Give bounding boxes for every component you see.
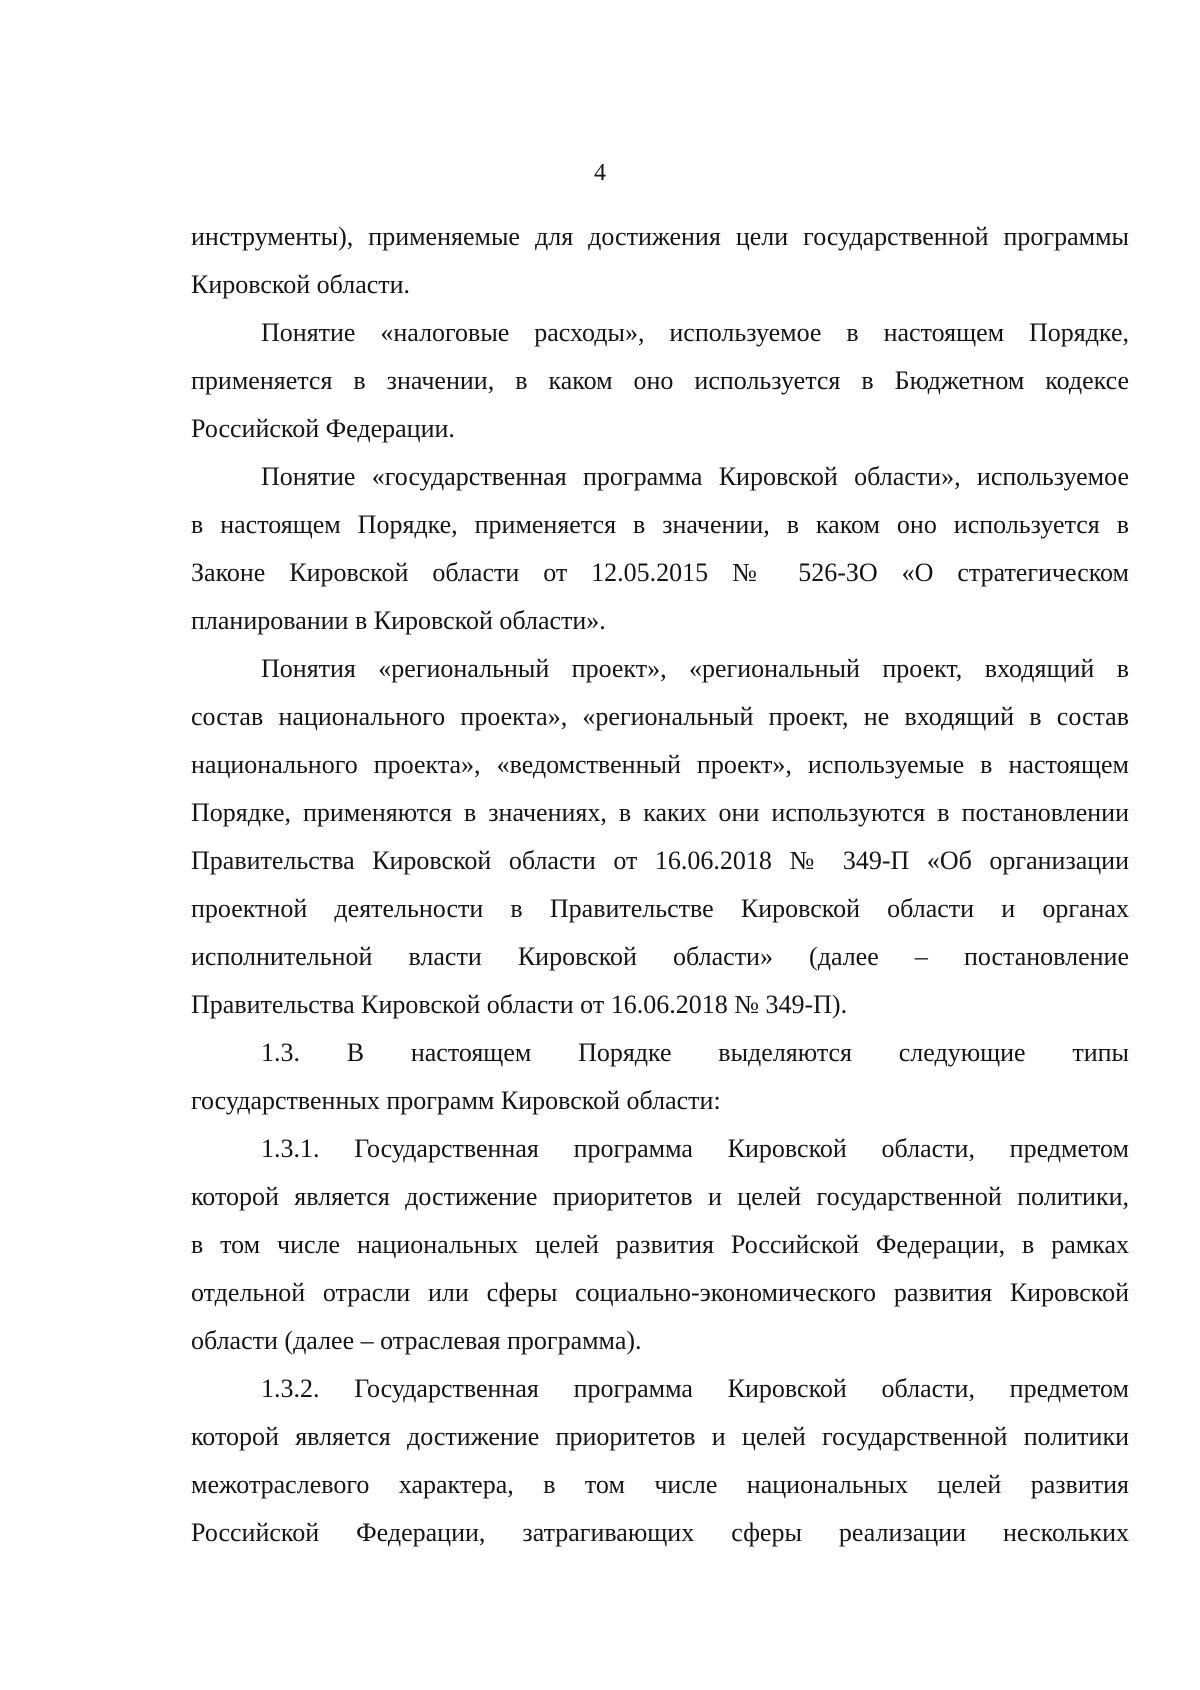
text-line: Понятия «региональный проект», «региональный проект, входящий в: [261, 654, 1129, 683]
text-line: 1.3. В настоящем Порядке выделяются следующие типы: [261, 1038, 1129, 1067]
text-line: Правительства Кировской области от 16.06.2018 № 349-П).: [191, 990, 848, 1019]
text-line: исполнительной власти Кировской области» (далее – постановление: [191, 942, 1129, 971]
text-line: государственных программ Кировской области:: [191, 1086, 721, 1115]
text-line: которой является достижение приоритетов и целей государственной политики: [191, 1422, 1129, 1451]
text-line: 1.3.2. Государственная программа Кировской области, предметом: [261, 1374, 1129, 1403]
text-line: Законе Кировской области от 12.05.2015 № 526-ЗО «О стратегическом: [191, 558, 1129, 587]
text-line: межотраслевого характера, в том числе национальных целей развития: [191, 1470, 1129, 1499]
text-line: Кировской области.: [191, 270, 411, 299]
text-line: отдельной отрасли или сферы социально-экономического развития Кировской: [191, 1278, 1129, 1307]
page-number: 4: [594, 160, 606, 186]
text-line: инструменты), применяемые для достижения цели государственной программы: [191, 222, 1129, 251]
text-line: планировании в Кировской области».: [191, 606, 606, 635]
text-line: Понятие «налоговые расходы», используемое в настоящем Порядке,: [261, 318, 1129, 347]
text-line: состав национального проекта», «региональный проект, не входящий в состав: [191, 702, 1129, 731]
text-line: 1.3.1. Государственная программа Кировской области, предметом: [261, 1134, 1129, 1163]
text-line: проектной деятельности в Правительстве Кировской области и органах: [191, 894, 1129, 923]
text-line: Порядке, применяются в значениях, в каких они используются в постановлении: [191, 798, 1129, 827]
text-line: Российской Федерации.: [191, 414, 455, 443]
text-line: в том числе национальных целей развития Российской Федерации, в рамках: [191, 1230, 1129, 1259]
document-body: [191, 222, 1129, 1566]
text-line: Российской Федерации, затрагивающих сферы реализации нескольких: [191, 1518, 1129, 1547]
text-line: Правительства Кировской области от 16.06.2018 № 349-П «Об организации: [191, 846, 1129, 875]
text-line: которой является достижение приоритетов и целей государственной политики,: [191, 1182, 1129, 1211]
text-line: Понятие «государственная программа Кировской области», используемое: [261, 462, 1129, 491]
text-line: применяется в значении, в каком оно используется в Бюджетном кодексе: [191, 366, 1129, 395]
text-line: в настоящем Порядке, применяется в значении, в каком оно используется в: [191, 510, 1129, 539]
text-line: области (далее – отраслевая программа).: [191, 1326, 642, 1355]
text-line: национального проекта», «ведомственный проект», используемые в настоящем: [191, 750, 1129, 779]
